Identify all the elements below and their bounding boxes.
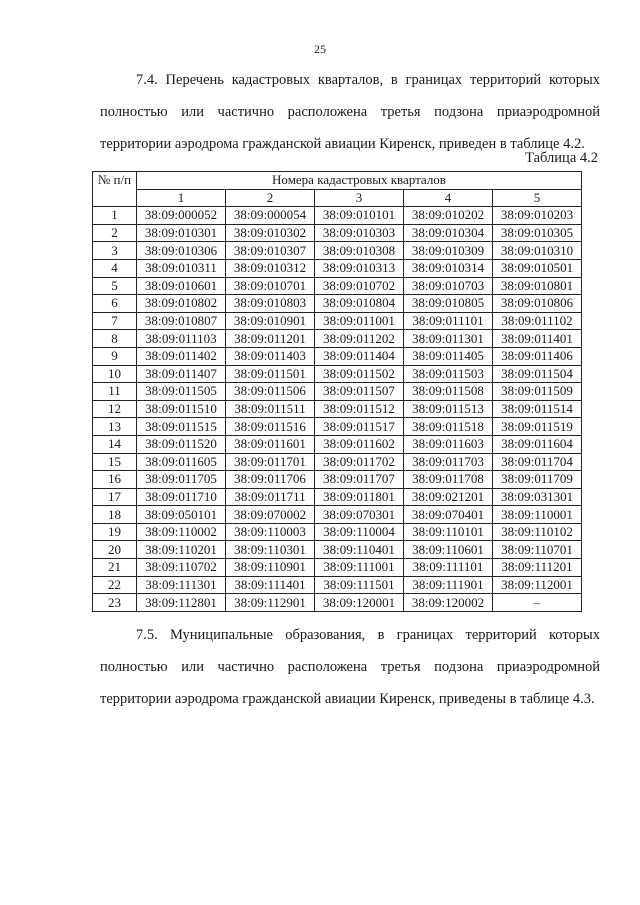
cadastral-number-cell: 38:09:010303 (315, 224, 404, 242)
cadastral-number-cell: 38:09:010311 (137, 259, 226, 277)
cadastral-number-cell: 38:09:010801 (493, 277, 582, 295)
cadastral-number-cell: 38:09:110101 (404, 523, 493, 541)
cadastral-number-cell: 38:09:011513 (404, 400, 493, 418)
row-number-cell: 7 (93, 312, 137, 330)
cadastral-number-cell: 38:09:010202 (404, 207, 493, 225)
row-number-cell: 16 (93, 471, 137, 489)
cadastral-number-cell: 38:09:110301 (226, 541, 315, 559)
column-number: 1 (137, 189, 226, 207)
cadastral-number-cell: 38:09:011502 (315, 365, 404, 383)
cadastral-number-cell: 38:09:010703 (404, 277, 493, 295)
cadastral-number-cell: 38:09:011103 (137, 330, 226, 348)
cadastral-number-cell: 38:09:011510 (137, 400, 226, 418)
table-row (93, 242, 582, 260)
table-row (93, 330, 582, 348)
cadastral-number-cell: 38:09:011405 (404, 347, 493, 365)
cadastral-number-cell: 38:09:011505 (137, 383, 226, 401)
cadastral-number-cell: 38:09:110201 (137, 541, 226, 559)
cadastral-number-cell: 38:09:011603 (404, 435, 493, 453)
cadastral-number-cell: 38:09:111201 (493, 559, 582, 577)
cadastral-number-cell: 38:09:010310 (493, 242, 582, 260)
cadastral-number-cell: 38:09:111901 (404, 576, 493, 594)
table-row (93, 471, 582, 489)
cadastral-number-cell: 38:09:010306 (137, 242, 226, 260)
cadastral-number-cell: 38:09:010304 (404, 224, 493, 242)
cadastral-number-cell: 38:09:011709 (493, 471, 582, 489)
row-number-cell: 20 (93, 541, 137, 559)
row-number-cell: 15 (93, 453, 137, 471)
cadastral-number-cell: 38:09:011508 (404, 383, 493, 401)
cadastral-number-cell: 38:09:010501 (493, 259, 582, 277)
cadastral-number-cell: 38:09:011520 (137, 435, 226, 453)
cadastral-number-cell: 38:09:110001 (493, 506, 582, 524)
cadastral-number-cell: 38:09:000052 (137, 207, 226, 225)
cadastral-number-cell: 38:09:110901 (226, 559, 315, 577)
page-number: 25 (314, 42, 326, 56)
cadastral-number-cell: 38:09:050101 (137, 506, 226, 524)
cadastral-number-cell: 38:09:011301 (404, 330, 493, 348)
table-caption: Таблица 4.2 (525, 150, 598, 166)
cadastral-number-cell: 38:09:112901 (226, 594, 315, 612)
cadastral-number-cell: 38:09:120002 (404, 594, 493, 612)
cadastral-number-cell: 38:09:010601 (137, 277, 226, 295)
header-row-number: № п/п (93, 172, 137, 207)
cadastral-number-cell: 38:09:011515 (137, 418, 226, 436)
row-number-cell: 21 (93, 559, 137, 577)
table-row (93, 453, 582, 471)
cadastral-quarters-table (92, 171, 582, 612)
cadastral-number-cell: 38:09:010308 (315, 242, 404, 260)
cadastral-number-cell: 38:09:011506 (226, 383, 315, 401)
cadastral-number-cell: 38:09:011605 (137, 453, 226, 471)
cadastral-number-cell: 38:09:011001 (315, 312, 404, 330)
cadastral-number-cell: 38:09:011504 (493, 365, 582, 383)
cadastral-number-cell: 38:09:111401 (226, 576, 315, 594)
table-row (93, 400, 582, 418)
cadastral-number-cell: 38:09:110601 (404, 541, 493, 559)
cadastral-number-cell: 38:09:011707 (315, 471, 404, 489)
cadastral-number-cell: 38:09:011704 (493, 453, 582, 471)
cadastral-number-cell: 38:09:011801 (315, 488, 404, 506)
cadastral-number-cell: 38:09:070401 (404, 506, 493, 524)
cadastral-number-cell: 38:09:110003 (226, 523, 315, 541)
table-row (93, 418, 582, 436)
cadastral-number-cell: 38:09:011201 (226, 330, 315, 348)
row-number-cell: 9 (93, 347, 137, 365)
cadastral-number-cell: 38:09:120001 (315, 594, 404, 612)
table-row (93, 523, 582, 541)
cadastral-number-cell: 38:09:010312 (226, 259, 315, 277)
cadastral-number-cell: 38:09:011705 (137, 471, 226, 489)
cadastral-number-cell: 38:09:021201 (404, 488, 493, 506)
row-number-cell: 10 (93, 365, 137, 383)
cadastral-number-cell: 38:09:070301 (315, 506, 404, 524)
cadastral-number-cell: 38:09:112801 (137, 594, 226, 612)
cadastral-number-cell: 38:09:010806 (493, 295, 582, 313)
cadastral-number-cell: 38:09:011514 (493, 400, 582, 418)
table-row (93, 207, 582, 225)
row-number-cell: 19 (93, 523, 137, 541)
table-row (93, 435, 582, 453)
cadastral-number-cell: 38:09:110004 (315, 523, 404, 541)
cadastral-number-cell: 38:09:011401 (493, 330, 582, 348)
cadastral-number-cell: 38:09:011511 (226, 400, 315, 418)
cadastral-number-cell: 38:09:070002 (226, 506, 315, 524)
cadastral-number-cell: 38:09:010702 (315, 277, 404, 295)
cadastral-number-cell: 38:09:011519 (493, 418, 582, 436)
cadastral-number-cell: 38:09:000054 (226, 207, 315, 225)
cadastral-number-cell: 38:09:011602 (315, 435, 404, 453)
cadastral-number-cell: 38:09:010804 (315, 295, 404, 313)
cadastral-number-cell: 38:09:011517 (315, 418, 404, 436)
cadastral-number-cell: 38:09:010101 (315, 207, 404, 225)
row-number-cell: 1 (93, 207, 137, 225)
cadastral-number-cell: 38:09:011710 (137, 488, 226, 506)
cadastral-number-cell: 38:09:031301 (493, 488, 582, 506)
row-number-cell: 23 (93, 594, 137, 612)
cadastral-number-cell: 38:09:111501 (315, 576, 404, 594)
row-number-cell: 13 (93, 418, 137, 436)
cadastral-number-cell: 38:09:011509 (493, 383, 582, 401)
table-row (93, 277, 582, 295)
cadastral-number-cell: 38:09:011706 (226, 471, 315, 489)
cadastral-number-cell: 38:09:011601 (226, 435, 315, 453)
column-number: 3 (315, 189, 404, 207)
cadastral-number-cell: 38:09:011701 (226, 453, 315, 471)
cadastral-number-cell: 38:09:010805 (404, 295, 493, 313)
table-row (93, 312, 582, 330)
table-row (93, 259, 582, 277)
row-number-cell: 8 (93, 330, 137, 348)
column-number-row (93, 189, 582, 207)
cadastral-number-cell: 38:09:011507 (315, 383, 404, 401)
cadastral-number-cell: 38:09:011402 (137, 347, 226, 365)
cadastral-number-cell: 38:09:010313 (315, 259, 404, 277)
table-row (93, 224, 582, 242)
cadastral-number-cell: 38:09:011404 (315, 347, 404, 365)
cadastral-number-cell: 38:09:011702 (315, 453, 404, 471)
cadastral-number-cell: 38:09:010307 (226, 242, 315, 260)
row-number-cell: 11 (93, 383, 137, 401)
cadastral-number-cell: 38:09:110701 (493, 541, 582, 559)
cadastral-number-cell: 38:09:010203 (493, 207, 582, 225)
cadastral-number-cell: 38:09:010314 (404, 259, 493, 277)
cadastral-number-cell: 38:09:011407 (137, 365, 226, 383)
table-row (93, 365, 582, 383)
cadastral-number-cell: 38:09:010302 (226, 224, 315, 242)
cadastral-number-cell: – (493, 594, 582, 612)
cadastral-number-cell: 38:09:110102 (493, 523, 582, 541)
cadastral-number-cell: 38:09:110702 (137, 559, 226, 577)
cadastral-number-cell: 38:09:010901 (226, 312, 315, 330)
cadastral-number-cell: 38:09:011604 (493, 435, 582, 453)
cadastral-number-cell: 38:09:112001 (493, 576, 582, 594)
cadastral-number-cell: 38:09:010807 (137, 312, 226, 330)
row-number-cell: 4 (93, 259, 137, 277)
table-row (93, 576, 582, 594)
cadastral-number-cell: 38:09:010301 (137, 224, 226, 242)
row-number-cell: 6 (93, 295, 137, 313)
cadastral-number-cell: 38:09:010309 (404, 242, 493, 260)
table-row (93, 383, 582, 401)
row-number-cell: 5 (93, 277, 137, 295)
row-number-cell: 14 (93, 435, 137, 453)
header-cadastral-numbers: Номера кадастровых кварталов (137, 172, 582, 190)
cadastral-number-cell: 38:09:010701 (226, 277, 315, 295)
row-number-cell: 12 (93, 400, 137, 418)
column-number: 2 (226, 189, 315, 207)
paragraph-7-5: 7.5. Муниципальные образования, в границах территорий которых полностью или частично расположена третья подзона приаэродромной территории аэродрома гражданской авиации Киренск, приведены в таблице 4.3. (100, 627, 600, 707)
column-number: 4 (404, 189, 493, 207)
paragraph-7-4: 7.4. Перечень кадастровых кварталов, в границах территорий которых полностью или частично расположена третья подзона приаэродромной территории аэродрома гражданской авиации Киренск, приведен в таблице 4.2. (100, 72, 600, 152)
cadastral-number-cell: 38:09:011102 (493, 312, 582, 330)
cadastral-number-cell: 38:09:011202 (315, 330, 404, 348)
cadastral-number-cell: 38:09:011503 (404, 365, 493, 383)
cadastral-number-cell: 38:09:111001 (315, 559, 404, 577)
cadastral-number-cell: 38:09:110401 (315, 541, 404, 559)
table-row (93, 541, 582, 559)
cadastral-number-cell: 38:09:011711 (226, 488, 315, 506)
cadastral-number-cell: 38:09:010803 (226, 295, 315, 313)
row-number-cell: 17 (93, 488, 137, 506)
cadastral-number-cell: 38:09:010305 (493, 224, 582, 242)
cadastral-number-cell: 38:09:011518 (404, 418, 493, 436)
table-row (93, 559, 582, 577)
cadastral-number-cell: 38:09:011703 (404, 453, 493, 471)
cadastral-number-cell: 38:09:110002 (137, 523, 226, 541)
cadastral-number-cell: 38:09:010802 (137, 295, 226, 313)
cadastral-number-cell: 38:09:011516 (226, 418, 315, 436)
row-number-cell: 18 (93, 506, 137, 524)
cadastral-number-cell: 38:09:011501 (226, 365, 315, 383)
table-row (93, 506, 582, 524)
table-row (93, 295, 582, 313)
row-number-cell: 22 (93, 576, 137, 594)
cadastral-number-cell: 38:09:011512 (315, 400, 404, 418)
column-number: 5 (493, 189, 582, 207)
cadastral-number-cell: 38:09:111301 (137, 576, 226, 594)
row-number-cell: 3 (93, 242, 137, 260)
cadastral-number-cell: 38:09:011708 (404, 471, 493, 489)
table-body (93, 207, 582, 612)
cadastral-number-cell: 38:09:011406 (493, 347, 582, 365)
cadastral-number-cell: 38:09:011403 (226, 347, 315, 365)
row-number-cell: 2 (93, 224, 137, 242)
table-row (93, 594, 582, 612)
table-row (93, 347, 582, 365)
cadastral-number-cell: 38:09:111101 (404, 559, 493, 577)
cadastral-number-cell: 38:09:011101 (404, 312, 493, 330)
table-row (93, 488, 582, 506)
